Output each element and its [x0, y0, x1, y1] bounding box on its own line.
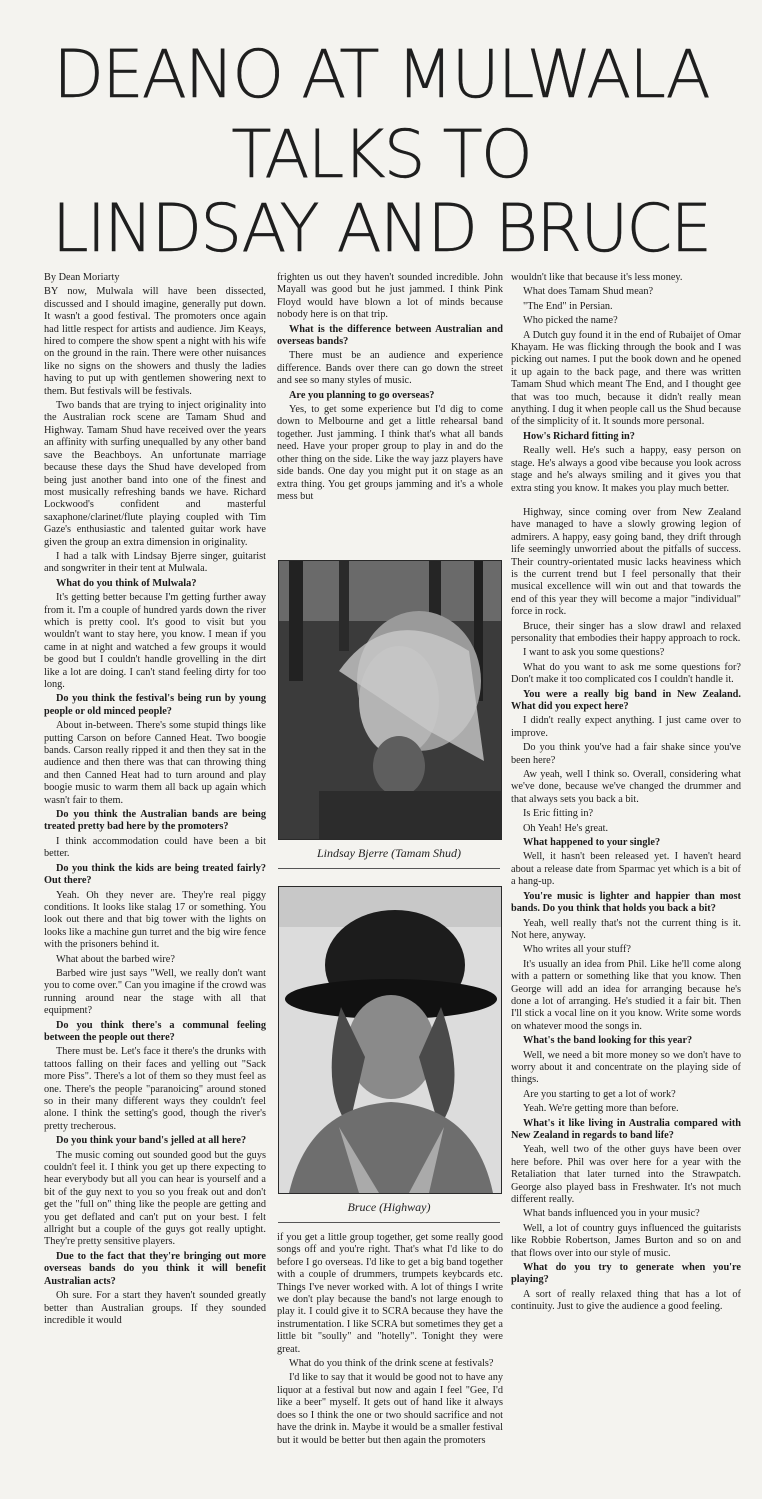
article-paragraph: Yes, to get some experience but I'd dig to come down to Melbourne and get a little rehearsal band together. Just jamming. I think that's what all bands need. Have your proper group to play in and do the other thing on the side. Like the way jazz players have side bands. One day you might put it on stage as an extra thing. You get groups jamming and it's a whole mess but	[277, 404, 503, 502]
article-paragraph: Yeah, well really that's not the current thing is it. Not here, anyway.	[511, 917, 741, 941]
article-paragraph: Barbed wire just says "Well, we really don't want you to come over." Can you imagine if the crowd was running around near the stage with all that equipment?	[44, 967, 266, 1017]
article-paragraph: frighten us out they haven't sounded incredible. John Mayall was good but he just jammed. I think Pink Floyd would have blown a lot of minds because nobody here is on that trip.	[277, 272, 503, 321]
interview-question: How's Richard fitting in?	[523, 430, 635, 442]
interview-question: What's it like living in Australia compared with New Zealand in regards to band life?	[511, 1117, 741, 1141]
interview-question: What do you try to generate when you're playing?	[511, 1262, 741, 1286]
interview-question: What do you think of Mulwala?	[56, 577, 197, 589]
article-paragraph: Who writes all your stuff?	[523, 944, 631, 956]
article-paragraph: Well, a lot of country guys influenced the guitarists like Robbie Robertson, James Burton and so on and that flows over into our style of music.	[511, 1222, 741, 1259]
article-paragraph: Aw yeah, well I think so. Overall, considering what we've done, because we've changed the drummer and that always sets you back a bit.	[511, 769, 741, 805]
caption-rule	[278, 868, 500, 869]
article-paragraph: Well, it hasn't been released yet. I haven't heard about a release date from Sparmac yet which is a bit of a hang-up.	[511, 851, 741, 888]
article-paragraph: Do you think you've had a fair shake since you've been here?	[511, 742, 741, 766]
article-paragraph: I didn't really expect anything. I just came over to improve.	[511, 715, 741, 739]
interview-question: What's the band looking for this year?	[523, 1035, 693, 1047]
article-paragraph: Is Eric fitting in?	[523, 808, 594, 820]
interview-question: Do you think your band's jelled at all here?	[56, 1135, 247, 1147]
photo-lindsay	[278, 560, 502, 840]
headline-line-3: LINDSAY AND BRUCE	[51, 190, 711, 267]
article-column-1	[44, 272, 266, 1494]
article-paragraph: if you get a little group together, get some really good songs off and you're right. That's what I'd like to do before I go overseas. I'd like to get a big band together with a couple of drummers, trumpets keybcards etc. Things I've never worked with. A lot of things I write we don't play because the band's not large enough to play it. I could give it to SCRA because they have the instrumentation. I like SCRA but sometimes they get a little bit "soully" and "hotelly". Tonight they were great.	[277, 1232, 503, 1355]
article-paragraph: It's getting better because I'm getting further away from it. I'm a couple of hundred yards down the river which is pretty cool. It's good to visit but you wouldn't want to stay here, you know. I mean if you came in at night and watched a few groups it would be good but I couldn't handle grovelling in the dirt like a lot are doing. I can't stand feeling dirty for too long.	[44, 592, 266, 690]
article-paragraph: It's usually an idea from Phil. Like he'll come along with a pattern or something like that you know. Then George will add an idea for arranging because he's done a lot of arranging. He's studied it a fair bit. Then I'll stick a vocal line on it you know. Write some words on whatever mood the songs in.	[511, 958, 741, 1032]
article-paragraph: What about the barbed wire?	[56, 953, 175, 965]
article-paragraph: There must be. Let's face it there's the drunks with tattoos falling on their faces and yelling out "Sack more Piss". There's a lot of them so they must feel as one. There's the people "paranoicing" around stoned so in their many different ways they couldn't feel alone. I think the setting's good, though the river's pretty trecherous.	[44, 1046, 266, 1132]
interview-question: You were a really big band in New Zealand. What did you expect here?	[511, 688, 741, 712]
article-column-2-bottom	[277, 1232, 503, 1494]
article-paragraph: What bands influenced you in your music?	[523, 1208, 700, 1220]
photo-bruce	[278, 886, 502, 1194]
article-paragraph: I want to ask you some questions?	[523, 647, 665, 659]
headline-line-2: TALKS TO	[231, 116, 531, 193]
article-paragraph: There must be an audience and experience difference. Bands over there can go down the street and see so many styles of music.	[277, 350, 503, 387]
article-paragraph: The music coming out sounded good but the guys couldn't feel it. I think you get up there expecting to hear everybody but all you can hear is yourself and a bit of the guy next to you so you freak out and don't get the "full on" thing like the people are getting and you get deflated and can't put on your best. I felt allright but a couple of the guys got really uptight. They're pretty sensitive players.	[44, 1149, 266, 1248]
article-paragraph: Really well. He's such a happy, easy person on stage. He's always a good vibe because you look across stage and he's always smiling and it gives you that extra sting you know. It makes you play much better.	[511, 445, 741, 494]
article-paragraph: Yeah. We're getting more than before.	[523, 1103, 679, 1115]
article-paragraph: What do you want to ask me some questions for? Don't make it too complicated cos I couldn't handle it.	[511, 661, 741, 686]
article-paragraph: Highway, since coming over from New Zealand have managed to have a slowly growing legion of admirers. A happy, easy going band, they drift through life seemingly unworried about the pitfalls of success. Their country-orientated music lacks heaviness which is the current trend but I feel personally that their musical excellence will win out and that towards the end of this year they will become a major "individual" force in rock.	[511, 506, 741, 618]
article-paragraph: About in-between. There's some stupid things like putting Carson on before Canned Heat. Two boogie bands. Carson really ripped it and then they sat in the audience and then there was that can throwing thing and then Canned Heat had to turn around and play boogie music to warm them all back up again which wasn't fair to them.	[44, 720, 266, 806]
headline	[0, 0, 762, 268]
article-paragraph: What do you think of the drink scene at festivals?	[289, 1358, 494, 1370]
article-paragraph: "The End" in Persian.	[523, 300, 613, 312]
photo-lindsay-caption: Lindsay Bjerre (Tamam Shud)	[316, 846, 462, 860]
interview-question: Do you think the festival's being run by young people or old minced people?	[44, 693, 266, 717]
article-paragraph: I'd like to say that it would be good not to have any liquor at a festival but now and again I feel "Gee, I'd like a beer" myself. It gets out of hand like it always does so I think the one or two should sacrifice and not have the drink in. Maybe it would be a smaller festival but it would be better but then again the promoters	[277, 1372, 503, 1446]
interview-question: Do you think there's a communal feeling between the people out there?	[44, 1019, 266, 1043]
photo-bruce-caption: Bruce (Highway)	[347, 1200, 431, 1214]
caption-rule	[278, 1222, 500, 1223]
interview-question: You're music is lighter and happier than most bands. Do you think that holds you back a bit?	[511, 890, 741, 915]
article-paragraph: BY now, Mulwala will have been dissected, discussed and I should imagine, generally put down. It wasn't a good festival. The promoters once again had little respect for artists and audience. Jim Keays, hired to compere the show spent a night with his wife on the ground in the rain. There were other nuisances like no signs on the showers and thusly the ladies having to put up with gentlemen showering next to them. But festivals will be festivals.	[44, 286, 266, 397]
article-paragraph: Yeah, well two of the other guys have been over here before. Phil was over here for a year with the Retaliation that later turned into the Strawpatch. George also played bass in Freshwater. It's not much different really.	[511, 1144, 741, 1206]
article-paragraph: I had a talk with Lindsay Bjerre singer, guitarist and songwriter in their tent at Mulwala.	[44, 550, 266, 575]
interview-question: Do you think the Australian bands are being treated pretty bad here by the promoters?	[44, 809, 266, 833]
article-paragraph: Are you starting to get a lot of work?	[523, 1088, 676, 1100]
article-paragraph: A sort of really relaxed thing that has a lot of continuity. Just to give the audience a good feeling.	[511, 1288, 741, 1313]
article-paragraph: Bruce, their singer has a slow drawl and relaxed personality that embodies their happy approach to rock.	[511, 620, 741, 644]
photo-bruce-image	[279, 887, 501, 1193]
article-paragraph: wouldn't like that because it's less money.	[511, 272, 683, 283]
byline: By Dean Moriarty	[44, 272, 120, 283]
article-paragraph: What does Tamam Shud mean?	[523, 286, 654, 298]
headline-line-1: DEANO AT MULWALA	[53, 36, 709, 113]
article-paragraph: Two bands that are trying to inject originality into the Australian rock scene are Tamam Shud and Highway. Tamam Shud have received over the years an affinity with surfing unequalled by any other band save the Beachboys. An unfortunate marriage because these days the Shud have developed from being just another band into one of the finest and most musically refreshing bands we have. Richard Lockwood's confident and masterful saxaphone/clarinet/flute playing coupled with Tim Gaze's enthusiastic and talented guitar work have given the group an extra dimension in originality.	[44, 400, 266, 548]
interview-question: Do you think the kids are being treated fairly? Out there?	[44, 862, 266, 887]
article-paragraph: Yeah. Oh they never are. They're real piggy conditions. It looks like stalag 17 or something. You look out there and that big tower with the lights on looks like a machine gun turret and the big wire fence with the prisoners behind it.	[44, 889, 266, 951]
interview-question: What is the difference between Australian and overseas bands?	[277, 323, 503, 348]
article-paragraph: I think accommodation could have been a bit better.	[44, 835, 266, 860]
article-paragraph: Oh sure. For a start they haven't sounded greatly better than Australian groups. If they sounded incredible it would	[44, 1290, 266, 1326]
article-column-3	[511, 272, 741, 1494]
interview-question: Are you planning to go overseas?	[289, 389, 435, 401]
article-paragraph: A Dutch guy found it in the end of Rubaijet of Omar Khayam. He was flicking through the book and I was picking out names. I put the book down and he opened it up again to the back page, and there was written Tamam Shud which meant The End, and I thought gee that was too much, because it didn't really mean anything. I dug it when people call us the Shud because of the simplicity of it. It sounds more personal.	[511, 329, 741, 428]
photo-lindsay-image	[279, 561, 501, 839]
article-paragraph: Oh Yeah! He's great.	[523, 822, 609, 834]
article-column-2-top	[277, 272, 503, 550]
article-paragraph: Well, we need a bit more money so we don't have to worry about it and concentrate on the playing side of things.	[511, 1049, 741, 1086]
interview-question: What happened to your single?	[523, 837, 661, 849]
article-paragraph: Who picked the name?	[523, 315, 618, 327]
interview-question: Due to the fact that they're bringing out more overseas bands do you think it will benefit Australian acts?	[44, 1250, 266, 1287]
